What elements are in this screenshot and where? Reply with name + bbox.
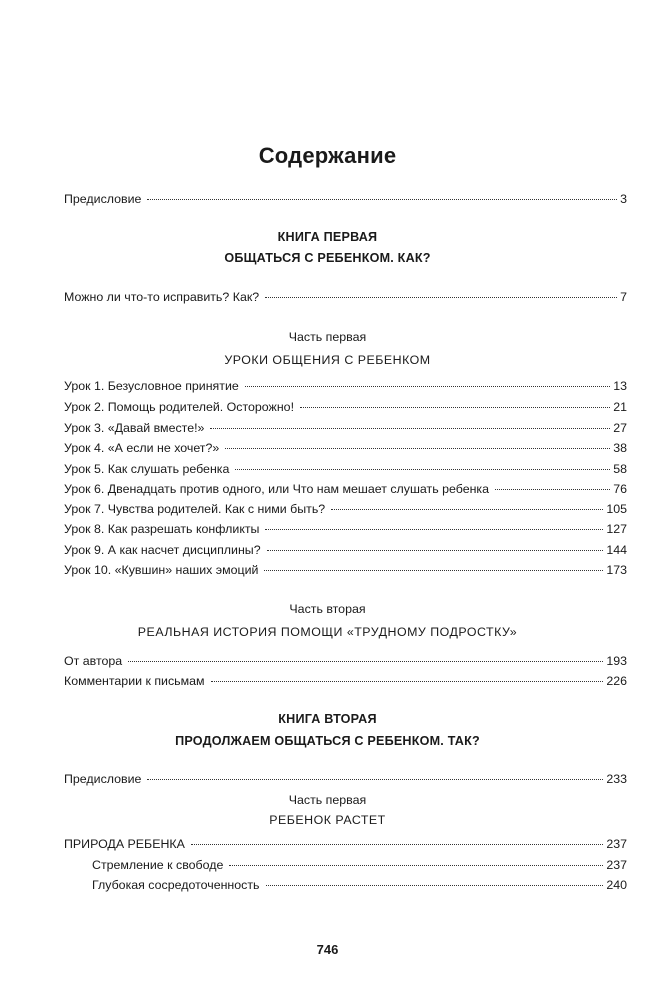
- toc-entry-freedom[interactable]: [92, 857, 627, 873]
- dot-leader: [245, 385, 610, 387]
- toc-entry-page: 127: [606, 522, 627, 536]
- toc-entry-focus[interactable]: [92, 877, 627, 893]
- book-one-label: КНИГА ПЕРВАЯ: [277, 230, 378, 244]
- toc-entry-page: 144: [606, 543, 627, 557]
- dot-leader: [495, 488, 610, 490]
- toc-entry-label: Комментарии к письмам: [64, 674, 205, 688]
- toc-entry-label: Урок 8. Как разрешать конфликты: [64, 522, 260, 536]
- part-one-label: Часть первая: [288, 330, 367, 344]
- toc-entry-lesson-7[interactable]: [64, 501, 627, 517]
- toc-entry-label: Урок 9. А как насчет дисциплины?: [64, 543, 261, 557]
- dot-leader: [266, 884, 604, 886]
- toc-entry-lesson-5[interactable]: [64, 461, 627, 477]
- toc-entry-label: ПРИРОДА РЕБЕНКА: [64, 837, 185, 851]
- book-two-part-one-title: РЕБЕНОК РАСТЕТ: [269, 813, 386, 827]
- toc-entry-lesson-1[interactable]: [64, 378, 627, 394]
- toc-entry-page: 3: [620, 192, 627, 206]
- toc-entry-page: 193: [606, 654, 627, 668]
- toc-entry-page: 233: [606, 772, 627, 786]
- toc-entry-lesson-4[interactable]: [64, 440, 627, 456]
- dot-leader: [191, 843, 603, 845]
- toc-entry-label: Урок 3. «Давай вместе!»: [64, 421, 205, 435]
- dot-leader: [331, 508, 603, 510]
- toc-entry-page: 105: [606, 502, 627, 516]
- toc-entry-page: 27: [613, 421, 627, 435]
- dot-leader: [235, 468, 610, 470]
- dot-leader: [147, 778, 603, 780]
- toc-entry-page: 21: [613, 400, 627, 414]
- toc-entry-fix[interactable]: [64, 289, 627, 305]
- toc-entry-page: 240: [606, 878, 627, 892]
- toc-entry-comments[interactable]: [64, 673, 627, 689]
- page-number: 746: [316, 942, 339, 957]
- page-title: Содержание: [258, 143, 397, 168]
- toc-entry-label: Урок 4. «А если не хочет?»: [64, 441, 220, 455]
- book-two-title: ПРОДОЛЖАЕМ ОБЩАТЬСЯ С РЕБЕНКОМ. ТАК?: [175, 734, 480, 748]
- toc-entry-lesson-6[interactable]: [64, 481, 627, 497]
- toc-entry-label: Урок 1. Безусловное принятие: [64, 379, 239, 393]
- dot-leader: [147, 198, 617, 200]
- toc-entry-lesson-8[interactable]: [64, 521, 627, 537]
- toc-entry-page: 237: [606, 858, 627, 872]
- dot-leader: [229, 864, 603, 866]
- toc-entry-page: 173: [606, 563, 627, 577]
- dot-leader: [264, 569, 603, 571]
- toc-entry-lesson-2[interactable]: [64, 399, 627, 415]
- toc-entry-page: 76: [613, 482, 627, 496]
- toc-entry-lesson-3[interactable]: [64, 420, 627, 436]
- dot-leader: [210, 427, 610, 429]
- toc-entry-page: 38: [613, 441, 627, 455]
- toc-entry-label: От автора: [64, 654, 123, 668]
- part-one-title: УРОКИ ОБЩЕНИЯ С РЕБЕНКОМ: [224, 353, 431, 367]
- part-two-label: Часть вторая: [289, 602, 366, 616]
- toc-entry-preface-2[interactable]: [64, 771, 627, 787]
- toc-entry-page: 13: [613, 379, 627, 393]
- toc-entry-lesson-10[interactable]: [64, 562, 627, 578]
- dot-leader: [128, 660, 603, 662]
- book-two-label: КНИГА ВТОРАЯ: [278, 712, 377, 726]
- toc-entry-label: Урок 10. «Кувшин» наших эмоций: [64, 563, 259, 577]
- dot-leader: [225, 447, 610, 449]
- dot-leader: [265, 296, 617, 298]
- toc-entry-label: Урок 7. Чувства родителей. Как с ними быть?: [64, 502, 326, 516]
- toc-entry-page: 58: [613, 462, 627, 476]
- dot-leader: [265, 528, 603, 530]
- part-two-title: РЕАЛЬНАЯ ИСТОРИЯ ПОМОЩИ «ТРУДНОМУ ПОДРОСТКУ»: [137, 625, 518, 639]
- toc-entry-nature[interactable]: [64, 836, 627, 852]
- dot-leader: [267, 549, 604, 551]
- book-one-title: ОБЩАТЬСЯ С РЕБЕНКОМ. КАК?: [224, 251, 431, 265]
- toc-entry-label: Предисловие: [64, 772, 142, 786]
- toc-entry-page: 226: [606, 674, 627, 688]
- toc-entry-lesson-9[interactable]: [64, 542, 627, 558]
- toc-entry-page: 7: [620, 290, 627, 304]
- toc-entry-label: Урок 2. Помощь родителей. Осторожно!: [64, 400, 295, 414]
- toc-entry-preface[interactable]: [64, 191, 627, 207]
- toc-entry-label: Можно ли что-то исправить? Как?: [64, 290, 260, 304]
- dot-leader: [300, 406, 610, 408]
- toc-entry-label: Урок 5. Как слушать ребенка: [64, 462, 230, 476]
- dot-leader: [211, 680, 604, 682]
- book-two-part-one-label: Часть первая: [288, 793, 367, 807]
- toc-entry-label: Глубокая сосредоточенность: [92, 878, 260, 892]
- toc-entry-label: Стремление к свободе: [92, 858, 224, 872]
- toc-entry-label: Предисловие: [64, 192, 142, 206]
- toc-entry-label: Урок 6. Двенадцать против одного, или Что нам мешает слушать ребенка: [64, 482, 490, 496]
- toc-entry-author[interactable]: [64, 653, 627, 669]
- toc-entry-page: 237: [606, 837, 627, 851]
